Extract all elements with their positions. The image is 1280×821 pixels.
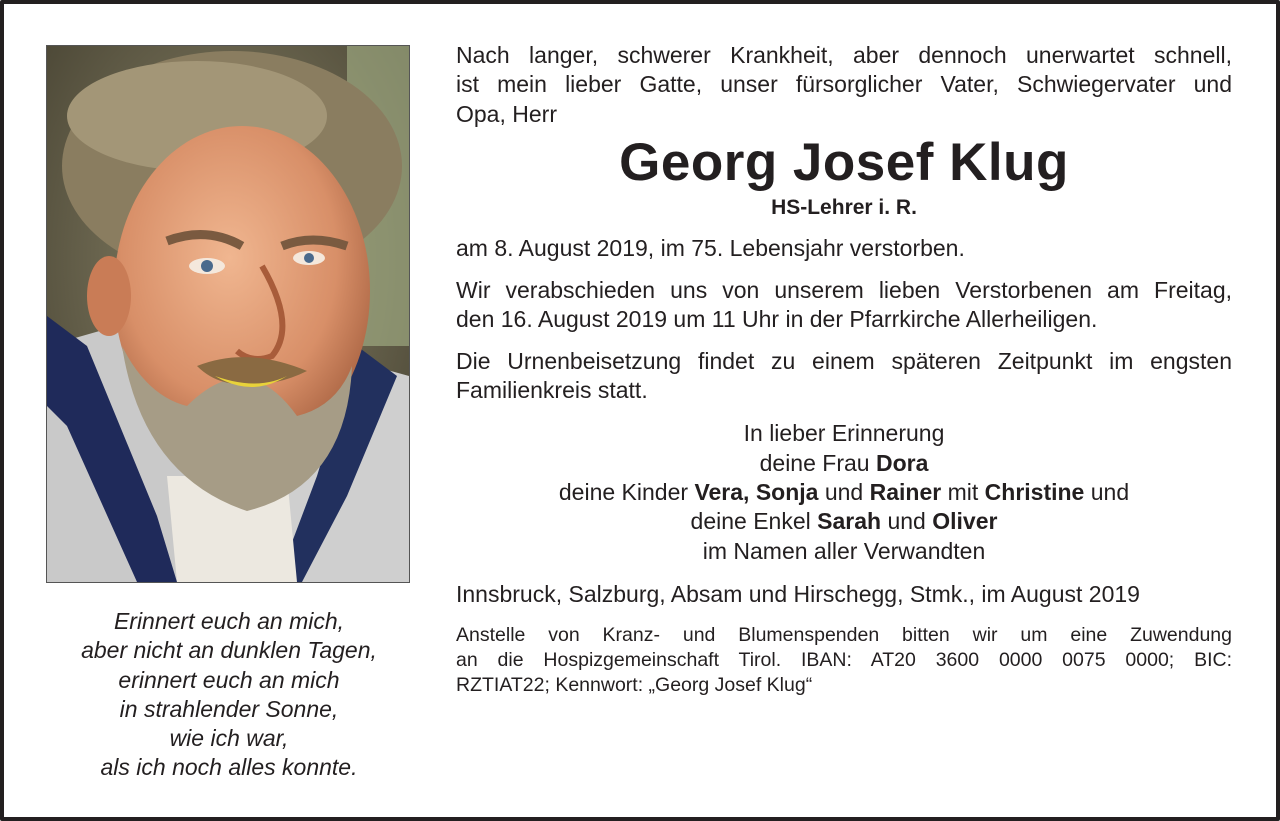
closing-block xyxy=(456,419,1232,565)
grandchildren-line xyxy=(456,507,1232,536)
son-name: Rainer xyxy=(869,478,942,505)
donation-line: Anstelle von Kranz- und Blumenspenden bitten wir um eine Zuwendung xyxy=(456,624,1232,647)
death-date-line: am 8. August 2019, im 75. Lebensjahr verstorben. xyxy=(456,234,965,261)
intro-line: Nach langer, schwerer Krankheit, aber dennoch unerwartet schnell, xyxy=(456,42,1232,68)
farewell-paragraph xyxy=(456,276,1232,335)
wife-line xyxy=(456,449,1232,478)
place-date-line: Innsbruck, Salzburg, Absam und Hirschegg, Stmk., im August 2019 xyxy=(456,580,1140,607)
grandchild-name: Oliver xyxy=(932,508,998,535)
closing-intro: In lieber Erinnerung xyxy=(743,420,945,447)
conjunction: und xyxy=(824,478,864,505)
children-names: Vera, Sonja xyxy=(694,478,819,505)
intro-line: ist mein lieber Gatte, unser fürsorglicher Vater, Schwiegervater und xyxy=(456,71,1232,98)
grandchild-name: Sarah xyxy=(817,508,882,535)
son-partner-name: Christine xyxy=(984,478,1085,505)
poem-line: wie ich war, xyxy=(169,725,289,752)
notice-text xyxy=(456,41,1232,698)
poem-line: aber nicht an dunklen Tagen, xyxy=(81,637,377,664)
children-prefix: deine Kinder xyxy=(558,478,689,505)
donation-line: an die Hospizgemeinschaft Tirol. IBAN: AT20 3600 0000 0075 0000; BIC: xyxy=(456,649,1232,672)
urn-paragraph xyxy=(456,347,1232,406)
urn-line: Die Urnenbeisetzung findet zu einem späteren Zeitpunkt im engsten xyxy=(456,347,1232,374)
donation-line: RZTIAT22; Kennwort: „Georg Josef Klug“ xyxy=(456,674,813,697)
intro-paragraph xyxy=(456,41,1232,129)
wife-prefix: deine Frau xyxy=(759,449,870,476)
relatives-line: im Namen aller Verwandten xyxy=(702,537,986,564)
conjunction: und xyxy=(1090,478,1130,505)
deceased-title: HS-Lehrer i. R. xyxy=(771,195,917,219)
wife-name: Dora xyxy=(875,449,929,476)
poem-line: Erinnert euch an mich, xyxy=(113,608,345,634)
poem-line: als ich noch alles konnte. xyxy=(100,754,358,781)
urn-line: Familienkreis statt. xyxy=(456,377,648,404)
farewell-line: Wir verabschieden uns von unserem lieben Verstorbenen am Freitag, xyxy=(456,277,1232,304)
farewell-line: den 16. August 2019 um 11 Uhr in der Pfarrkirche Allerheiligen. xyxy=(456,306,1098,333)
intro-line: Opa, Herr xyxy=(456,100,557,127)
grandchildren-prefix: deine Enkel xyxy=(690,508,811,535)
memorial-poem xyxy=(40,607,418,783)
poem-line: erinnert euch an mich xyxy=(118,666,340,693)
conjunction: und xyxy=(887,508,926,535)
conjunction: mit xyxy=(947,478,979,505)
deceased-name: Georg Josef Klug xyxy=(619,132,1069,192)
donation-paragraph xyxy=(456,623,1232,698)
children-line xyxy=(456,478,1232,507)
portrait-photo xyxy=(46,45,410,583)
poem-line: in strahlender Sonne, xyxy=(119,695,339,722)
